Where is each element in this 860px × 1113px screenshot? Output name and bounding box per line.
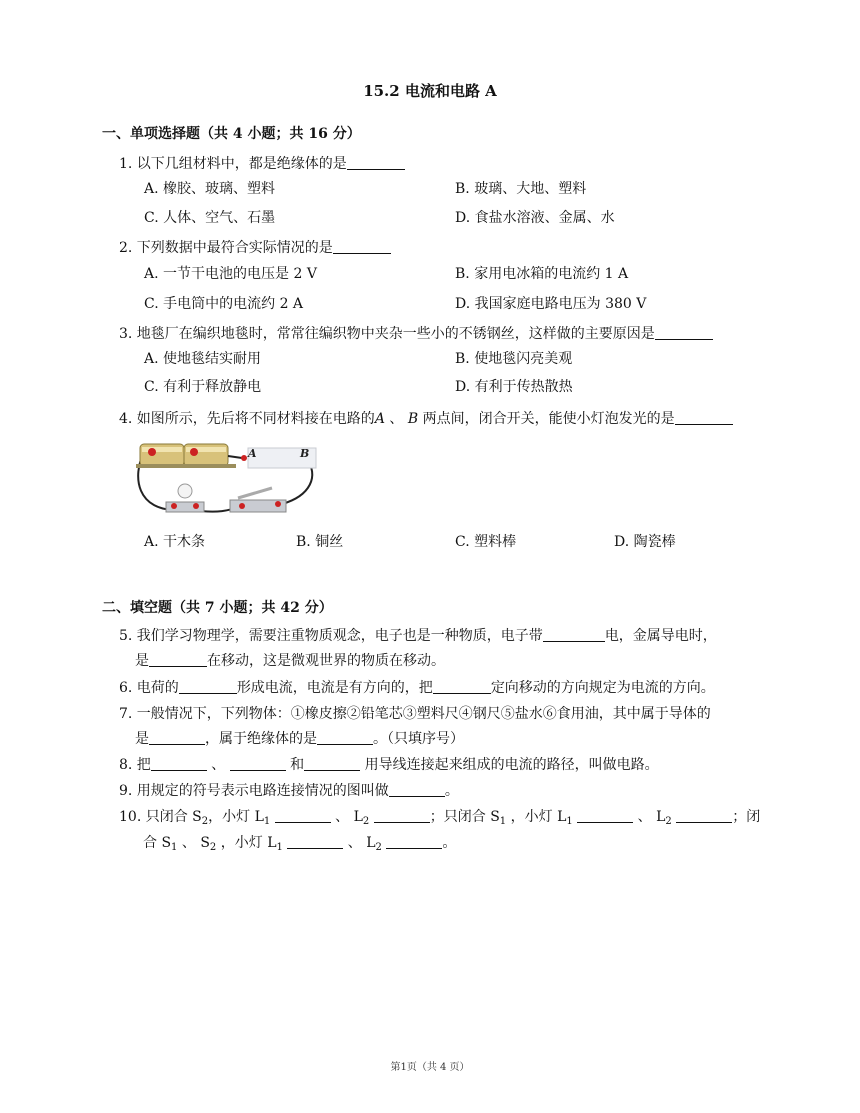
answer-blank[interactable] [304,756,360,771]
q1-option-a[interactable]: A. 橡胶、玻璃、塑料 [144,181,276,197]
answer-blank[interactable] [317,730,373,745]
q1-option-d[interactable]: D. 食盐水溶液、金属、水 [455,210,615,226]
q2-option-b[interactable]: B. 家用电冰箱的电流约 1 A [455,266,629,282]
question-10-line-2: 合 $S_1$ 、 $S_2$ ，小灯 $L_1$ 、 $L_2$ 。 [143,835,457,853]
answer-blank[interactable] [675,410,733,425]
terminal-label-b: B [300,447,310,460]
q4-option-b[interactable]: B. 铜丝 [296,534,344,550]
terminal-label-a: A [248,447,257,460]
question-5-line-1: 5. 我们学习物理学，需要注重物质观念，电子也是一种物质，电子带 电，金属导电时， [119,628,717,644]
q3-option-a[interactable]: A. 使地毯结实耐用 [144,351,262,367]
answer-blank[interactable] [179,679,237,694]
question-9: 9. 用规定的符号表示电路连接情况的图叫做 。 [119,783,459,799]
answer-blank[interactable] [655,325,713,340]
question-5-line-2: 是 在移动，这是微观世界的物质在移动。 [135,653,445,669]
q3-option-b[interactable]: B. 使地毯闪亮美观 [455,351,573,367]
answer-blank[interactable] [275,808,331,823]
q4-option-d[interactable]: D. 陶瓷棒 [614,534,676,550]
q4-option-a[interactable]: A. 干木条 [144,534,206,550]
answer-blank[interactable] [676,808,732,823]
answer-blank[interactable] [230,756,286,771]
question-7-line-1: 7. 一般情况下，下列物体：①橡皮擦②铅笔芯③塑料尺④钢尺⑤盐水⑥食用油，其中属于导体的 [119,706,711,722]
q2-option-c[interactable]: C. 手电筒中的电流约 2 A [144,296,304,312]
answer-blank[interactable] [389,782,445,797]
answer-blank[interactable] [386,834,442,849]
answer-blank[interactable] [333,239,391,254]
question-8: 8. 把 、 和 用导线连接起来组成的电流的路径，叫做电路。 [119,757,659,773]
question-10-line-1: 10. 只闭合 $S_2$，小灯 $L_1$ 、 $L_2$ ；只闭合 $S_1$ ，小灯 $L_1$ 、 $L_2$ ；闭 [119,809,761,827]
section-heading-single-choice: 一、单项选择题（共 4 小题；共 16 分） [102,126,361,142]
answer-blank[interactable] [347,155,405,170]
q3-option-d[interactable]: D. 有利于传热散热 [455,379,573,395]
answer-blank[interactable] [433,679,491,694]
question-1: 1. 以下几组材料中，都是绝缘体的是 [119,153,405,173]
question-6: 6. 电荷的 形成电流，电流是有方向的，把 定向移动的方向规定为电流的方向。 [119,680,715,696]
answer-blank[interactable] [543,627,605,642]
q2-option-d[interactable]: D. 我国家庭电路电压为 380 V [455,296,647,312]
circuit-photo [130,436,320,520]
question-3: 3. 地毯厂在编织地毯时，常常往编织物中夹杂一些小的不锈钢丝，这样做的主要原因是 [119,323,713,343]
page-title: 15.2 电流和电路 A [363,82,497,100]
question-7-line-2: 是 ，属于绝缘体的是 。（只填序号） [135,731,464,747]
page-footer: 第1页（共 4 页） [390,1062,470,1073]
answer-blank[interactable] [577,808,633,823]
q1-option-c[interactable]: C. 人体、空气、石墨 [144,210,276,226]
q2-option-a[interactable]: A. 一节干电池的电压是 2 V [144,266,317,282]
question-2: 2. 下列数据中最符合实际情况的是 [119,237,391,257]
answer-blank[interactable] [151,756,207,771]
section-heading-fill-blank: 二、填空题（共 7 小题；共 42 分） [102,600,333,616]
answer-blank[interactable] [149,652,207,667]
answer-blank[interactable] [374,808,430,823]
answer-blank[interactable] [149,730,205,745]
answer-blank[interactable] [287,834,343,849]
question-4: 4. 如图所示，先后将不同材料接在电路的A 、 B 两点间，闭合开关，能使小灯泡发光的是 [119,408,733,428]
q3-option-c[interactable]: C. 有利于释放静电 [144,379,262,395]
q4-option-c[interactable]: C. 塑料棒 [455,534,517,550]
q1-option-b[interactable]: B. 玻璃、大地、塑料 [455,181,587,197]
